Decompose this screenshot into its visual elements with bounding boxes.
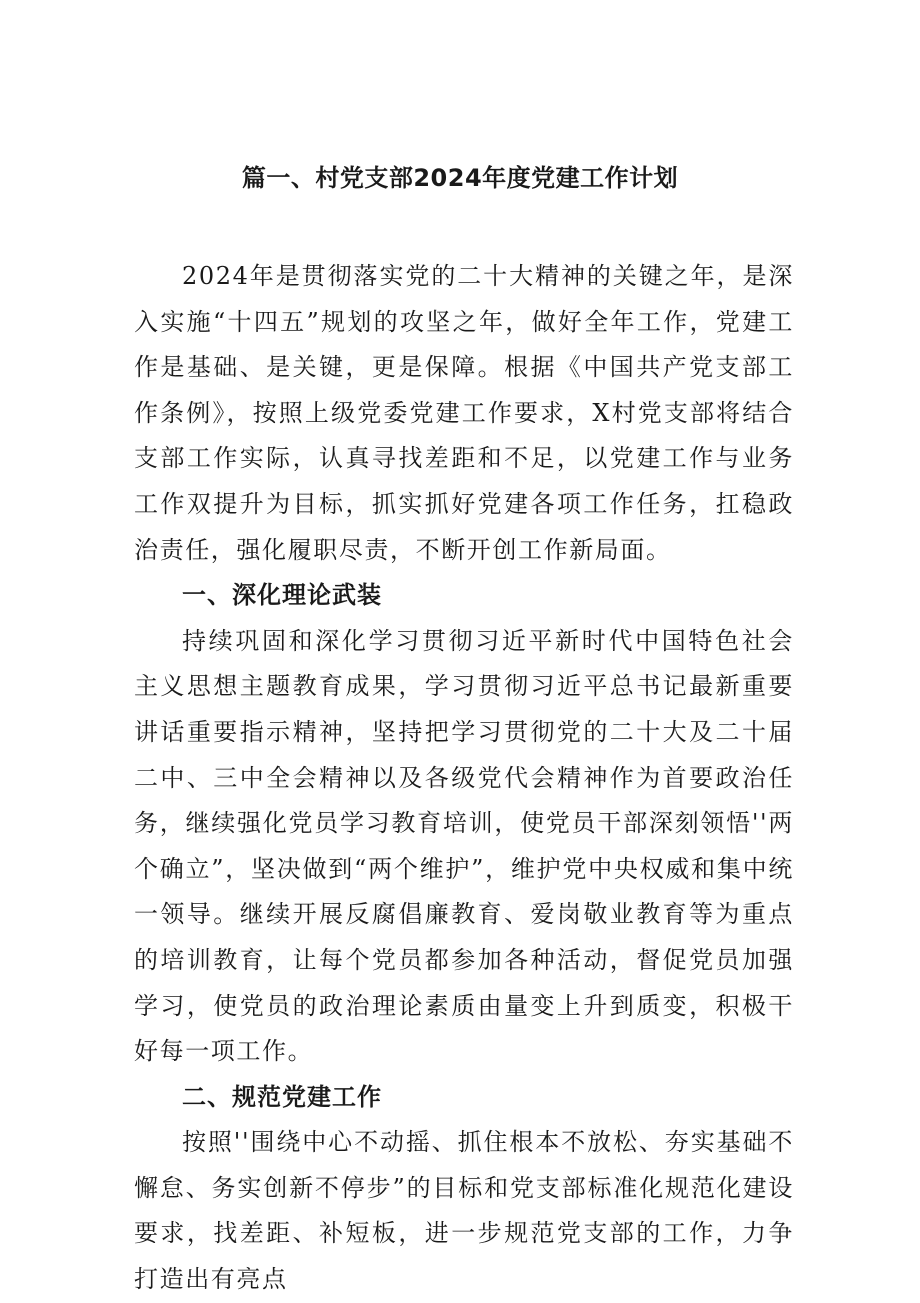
section-paragraph-theory: 持续巩固和深化学习贯彻习近平新时代中国特色社会主义思想主题教育成果，学习贯彻习近平总书记最新重要讲话重要指示精神，坚持把学习贯彻党的二十大及二十届二中、三中全会精神以及各级党代会精神作为首要政治任务，继续强化党员学习教育培训，使党员干部深刻领悟''两个确立”，坚决做到“两个维护”，维护党中央权威和集中统一领导。继续开展反腐倡廉教育、爱岗敬业教育等为重点的培训教育，让每个党员都参加各种活动，督促党员加强学习，使党员的政治理论素质由量变上升到质变，积极干好每一项工作。 [134, 626, 794, 1066]
section-heading-standardize: 二、规范党建工作 [182, 1082, 382, 1111]
section-paragraph-standardize: 按照''围绕中心不动摇、抓住根本不放松、夯实基础不懈怠、务实创新不停步”的目标和党支部标准化规范化建设要求，找差距、补短板，进一步规范党支部的工作，力争打造出有亮点 [134, 1128, 794, 1294]
document-body [134, 254, 794, 1303]
document-title: 篇一、村党支部2024年度党建工作计划 [241, 164, 679, 192]
intro-paragraph: 2024年是贯彻落实党的二十大精神的关键之年，是深入实施“十四五”规划的攻坚之年，做好全年工作，党建工作是基础、是关键，更是保障。根据《中国共产党支部工作条例》，按照上级党委党建工作要求，X村党支部将结合支部工作实际，认真寻找差距和不足，以党建工作与业务工作双提升为目标，抓实抓好党建各项工作任务，扛稳政治责任，强化履职尽责，不断开创工作新局面。 [134, 262, 794, 564]
section-heading-theory: 一、深化理论武装 [182, 581, 382, 610]
